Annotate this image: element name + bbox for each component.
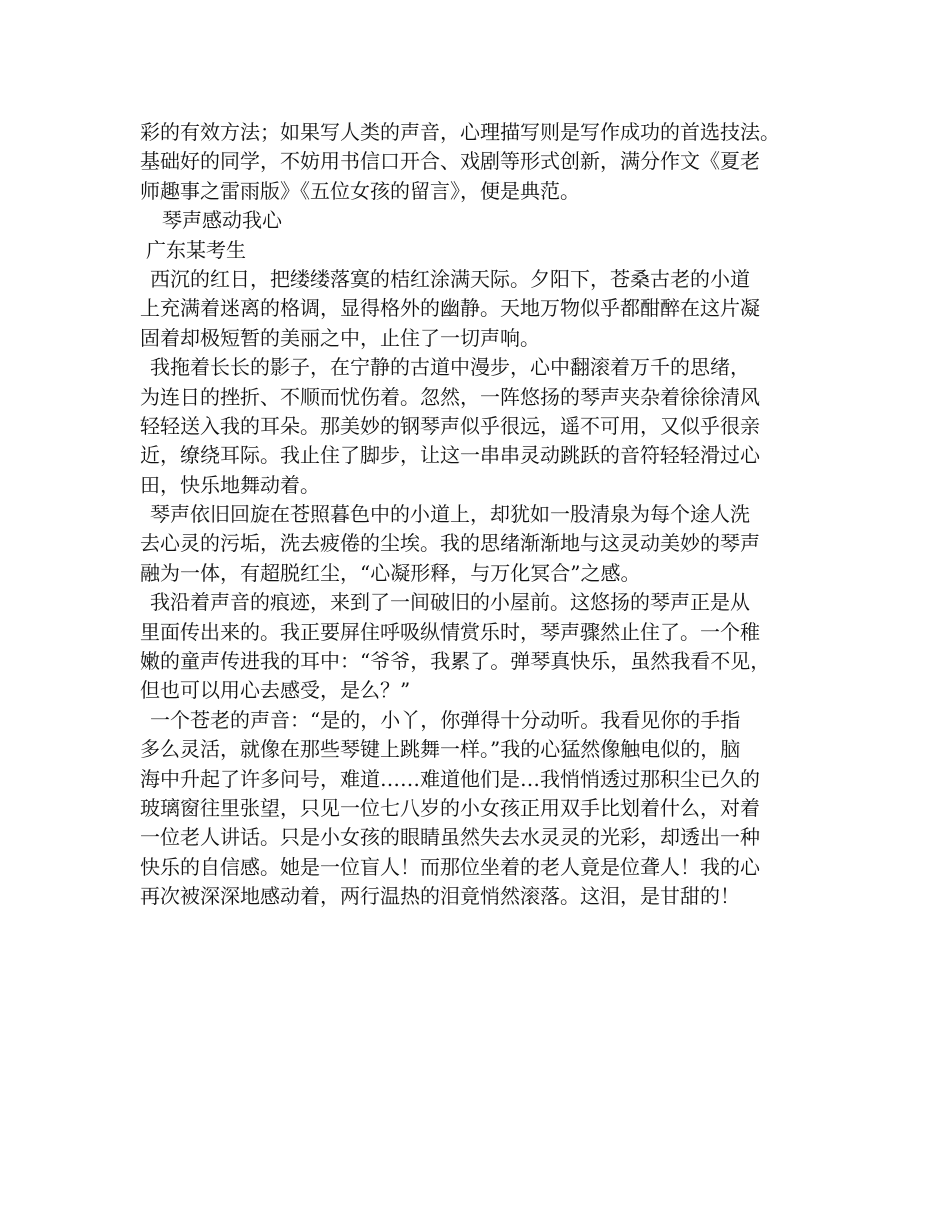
text-line: 海中升起了许多问号，难道……难道他们是…我悄悄透过那积尘已久的 xyxy=(140,766,760,791)
text-line: 田，快乐地舞动着。 xyxy=(140,472,320,497)
text-line: 固着却极短暂的美丽之中，止住了一切声响。 xyxy=(140,325,540,350)
text-line: 师趣事之雷雨版》《五位女孩的留言》，便是典范。 xyxy=(140,178,580,203)
text-line: 快乐的自信感。她是一位盲人！而那位坐着的老人竟是位聋人！我的心 xyxy=(140,854,760,879)
text-line: 里面传出来的。我正要屏住呼吸纵情赏乐时，琴声骤然止住了。一个稚 xyxy=(140,619,760,644)
text-line: 融为一体，有超脱红尘，“心凝形释，与万化冥合”之感。 xyxy=(140,560,641,585)
paragraph-line: 我拖着长长的影子，在宁静的古道中漫步，心中翻滚着万千的思绪， xyxy=(150,355,750,380)
text-line: 上充满着迷离的格调，显得格外的幽静。天地万物似乎都酣醉在这片凝 xyxy=(140,296,760,321)
text-line: 多么灵活，就像在那些琴键上跳舞一样。”我的心猛然像触电似的，脑 xyxy=(140,737,741,762)
text-line: 再次被深深地感动着，两行温热的泪竟悄然滚落。这泪，是甘甜的！ xyxy=(140,884,740,909)
text-line: 一位老人讲话。只是小女孩的眼睛虽然失去水灵灵的光彩，却透出一种 xyxy=(140,825,760,850)
text-line: 基础好的同学，不妨用书信口开合、戏剧等形式创新，满分作文《夏老 xyxy=(140,149,760,174)
text-line: 彩的有效方法；如果写人类的声音，心理描写则是写作成功的首选技法。 xyxy=(140,120,780,144)
paragraph-line: 西沉的红日，把缕缕落寞的桔红涂满天际。夕阳下，苍桑古老的小道 xyxy=(150,266,750,291)
document-page xyxy=(140,118,830,912)
article-title: 琴声感动我心 xyxy=(162,208,282,233)
text-line: 轻轻送入我的耳朵。那美妙的钢琴声似乎很远，遥不可用，又似乎很亲 xyxy=(140,413,760,438)
text-line: 为连日的挫折、不顺而忧伤着。忽然，一阵悠扬的琴声夹杂着徐徐清风 xyxy=(140,384,760,409)
text-line: 嫩的童声传进我的耳中：“爷爷，我累了。弹琴真快乐，虽然我看不见， xyxy=(140,649,771,674)
paragraph-line: 琴声依旧回旋在苍照暮色中的小道上，却犹如一股清泉为每个途人洗 xyxy=(150,502,750,527)
paragraph-line: 我沿着声音的痕迹，来到了一间破旧的小屋前。这悠扬的琴声正是从 xyxy=(150,590,750,615)
text-line: 近，缭绕耳际。我止住了脚步，让这一串串灵动跳跃的音符轻轻滑过心 xyxy=(140,443,760,468)
text-line: 但也可以用心去感受，是么？” xyxy=(140,678,411,703)
article-author: 广东某考生 xyxy=(146,237,246,262)
paragraph-line: 一个苍老的声音：“是的，小丫，你弹得十分动听。我看见你的手指 xyxy=(150,707,741,732)
text-line: 去心灵的污垢，洗去疲倦的尘埃。我的思绪渐渐地与这灵动美妙的琴声 xyxy=(140,531,760,556)
text-line: 玻璃窗往里张望，只见一位七八岁的小女孩正用双手比划着什么，对着 xyxy=(140,795,760,820)
